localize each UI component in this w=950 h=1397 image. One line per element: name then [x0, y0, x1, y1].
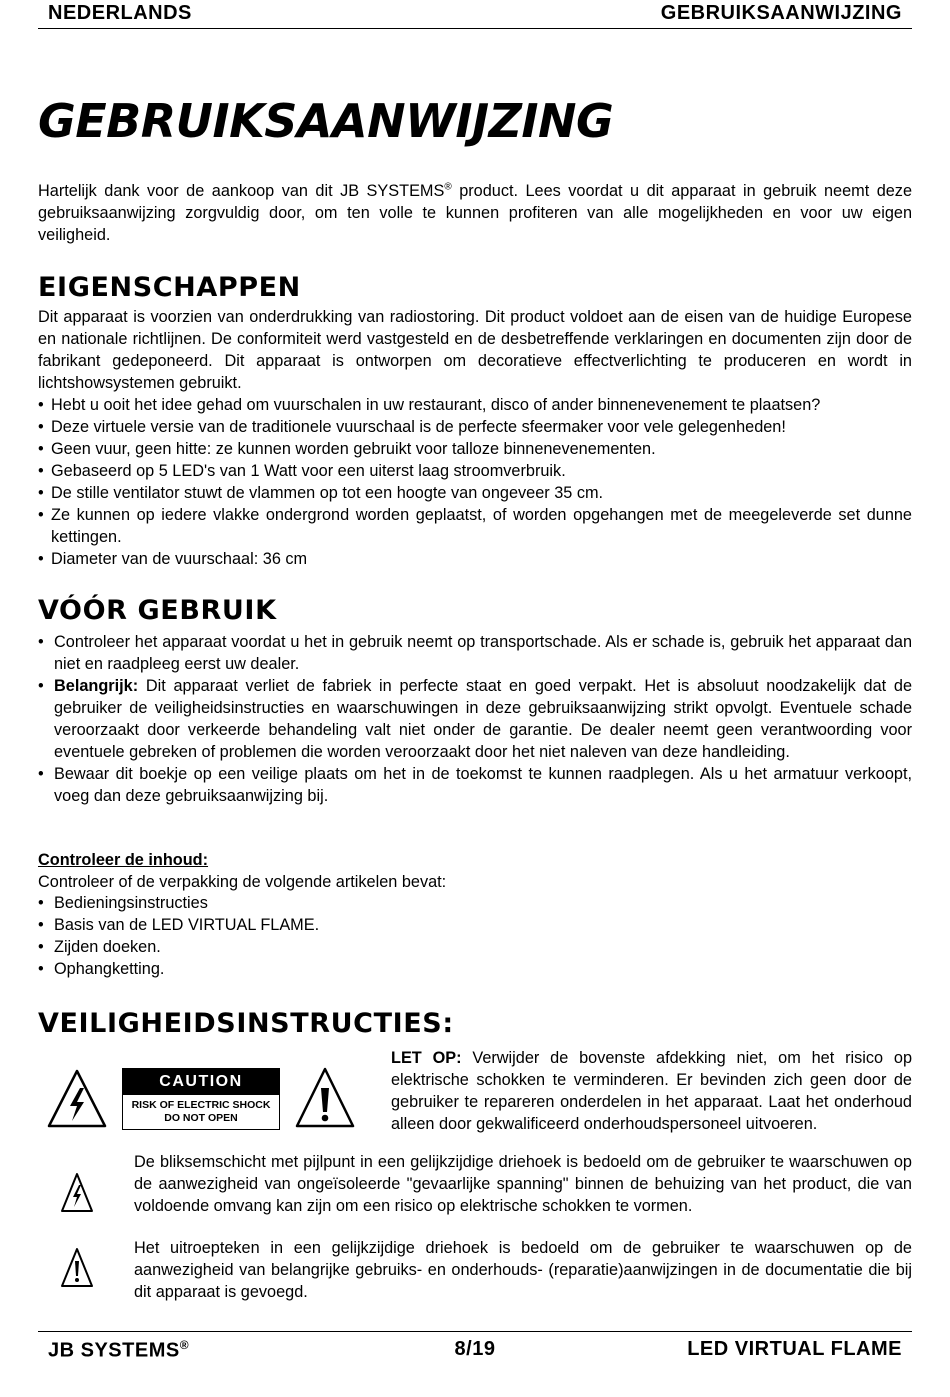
- contents-list: [38, 892, 912, 980]
- caution-line-2: DO NOT OPEN: [164, 1112, 238, 1124]
- footer-brand-name: JB SYSTEMS: [48, 1339, 180, 1362]
- intro-text-start: Hartelijk dank voor de aankoop van dit JB SYSTEMS: [38, 182, 445, 200]
- contents-intro: Controleer of de verpakking de volgende artikelen bevat:: [38, 873, 447, 891]
- contents-heading: Controleer de inhoud:: [38, 851, 209, 869]
- features-heading: EIGENSCHAPPEN: [38, 272, 301, 303]
- list-item: • Ze kunnen op iedere vlakke ondergrond worden geplaatst, of worden opgehangen met de meegeleverde set dunne kettingen.: [38, 504, 912, 548]
- exclamation-warning-icon: [294, 1066, 356, 1130]
- important-label: Belangrijk:: [54, 677, 139, 695]
- safety-heading: VEILIGHEIDSINSTRUCTIES:: [38, 1008, 454, 1039]
- exclamation-explanation: Het uitroepteken in een gelijkzijdige driehoek is bedoeld om de gebruiker te waarschuwen op de aanwezigheid van belangrijke gebruiks- en onderhouds- (reparatie)aanwijzingen in de documentatie die bij dit apparaat is gevoegd.: [134, 1239, 912, 1301]
- caution-line-1: RISK OF ELECTRIC SHOCK: [131, 1099, 271, 1111]
- letop-label: LET OP:: [391, 1049, 462, 1067]
- list-item: • Diameter van de vuurschaal: 36 cm: [38, 548, 912, 570]
- letop-paragraph: [391, 1047, 912, 1135]
- page-title: GEBRUIKSAANWIJZING: [38, 94, 614, 148]
- list-item: • Bedieningsinstructies: [38, 892, 912, 914]
- list-item: • Bewaar dit boekje op een veilige plaats om het in de toekomst te kunnen raadplegen. Als u het armatuur verkoopt, voeg dan deze gebruiksaanwijzing bij.: [38, 763, 912, 807]
- exclamation-warning-icon: [60, 1247, 94, 1289]
- footer-product: LED VIRTUAL FLAME: [687, 1338, 902, 1360]
- before-use-heading: VÓÓR GEBRUIK: [38, 595, 277, 626]
- caution-label: [122, 1068, 280, 1130]
- letop-text: Verwijder de bovenste afdekking niet, om het risico op elektrische schokken te verminderen. Er bevinden zich geen door de gebruiker te repareren onderdelen in het apparaat. Laat het onderhoud alleen door gekwalificeerd onderhoudspersoneel uitvoeren.: [391, 1049, 912, 1133]
- list-item: • Hebt u ooit het idee gehad om vuurschalen in uw restaurant, disco of ander binnenevenement te plaatsen?: [38, 394, 912, 416]
- list-item: • Basis van de LED VIRTUAL FLAME.: [38, 914, 912, 936]
- important-text: Dit apparaat verliet de fabriek in perfecte staat en goed verpakt. Het is absoluut noodzakelijk dat de gebruiker de veiligheidsinstructies en waarschuwingen in deze gebruiksaanwijzing strikt opvolgt. Eventuele schade veroorzaakt door verkeerde behandeling valt niet onder de garantie. De dealer neemt geen verantwoording voor eventuele gebreken of problemen die worden veroorzaakt door het niet naleven van deze handleiding.: [54, 677, 912, 761]
- page-header: [38, 0, 912, 29]
- list-item: • Gebaseerd op 5 LED's van 1 Watt voor een uiterst laag stroomverbruik.: [38, 460, 912, 482]
- list-item: • De stille ventilator stuwt de vlammen op tot een hoogte van ongeveer 35 cm.: [38, 482, 912, 504]
- intro-text-end: product. Lees voordat u dit apparaat in gebruik neemt deze gebruiksaanwijzing zorgvuldig door, om ten volle te kunnen profiteren van alle mogelijkheden en voor uw eigen veiligheid.: [38, 182, 912, 244]
- list-item: • Deze virtuele versie van de traditionele vuurschaal is de perfecte sfeermaker voor vele gelegenheden!: [38, 416, 912, 438]
- header-document-type: GEBRUIKSAANWIJZING: [660, 2, 902, 24]
- list-item: • Zijden doeken.: [38, 936, 912, 958]
- list-item: • Ophangketting.: [38, 958, 912, 980]
- lightning-warning-icon: [46, 1068, 108, 1130]
- caution-title: CAUTION: [123, 1069, 279, 1095]
- list-item: • Geen vuur, geen hitte: ze kunnen worden gebruikt voor talloze binnenevenementen.: [38, 438, 912, 460]
- features-paragraph: Dit apparaat is voorzien van onderdrukking van radiostoring. Dit product voldoet aan de eisen van de huidige Europese en nationale richtlijnen. De conformiteit werd vastgesteld en de desbetreffende verklaringen en documenten zijn door de fabrikant gedeponeerd. Dit apparaat is ontworpen om decoratieve effectverlichting te produceren en wordt in lichtshowsystemen gebruikt.: [38, 308, 912, 392]
- features-list: [38, 394, 912, 570]
- list-item: [38, 675, 912, 763]
- page-number: 8/19: [454, 1338, 496, 1360]
- list-item: • Controleer het apparaat voordat u het in gebruik neemt op transportschade. Als er schade is, gebruik het apparaat dan niet en raadpleeg eerst uw dealer.: [38, 631, 912, 675]
- registered-mark: ®: [444, 181, 452, 193]
- intro-paragraph: [38, 180, 912, 246]
- caution-text: [123, 1095, 279, 1125]
- page-footer: [38, 1331, 912, 1368]
- before-use-list: [38, 631, 912, 807]
- lightning-explanation: De bliksemschicht met pijlpunt in een gelijkzijdige driehoek is bedoeld om de gebruiker te waarschuwen op de aanwezigheid van ongeïsoleerde "gevaarlijke spanning" binnen de behuizing van het product, die van voldoende omvang kan zijn om een risico op elektrische schokken te vormen.: [134, 1153, 912, 1215]
- footer-registered-mark: ®: [179, 1338, 190, 1352]
- header-language: NEDERLANDS: [48, 2, 192, 24]
- lightning-warning-icon: [60, 1172, 94, 1214]
